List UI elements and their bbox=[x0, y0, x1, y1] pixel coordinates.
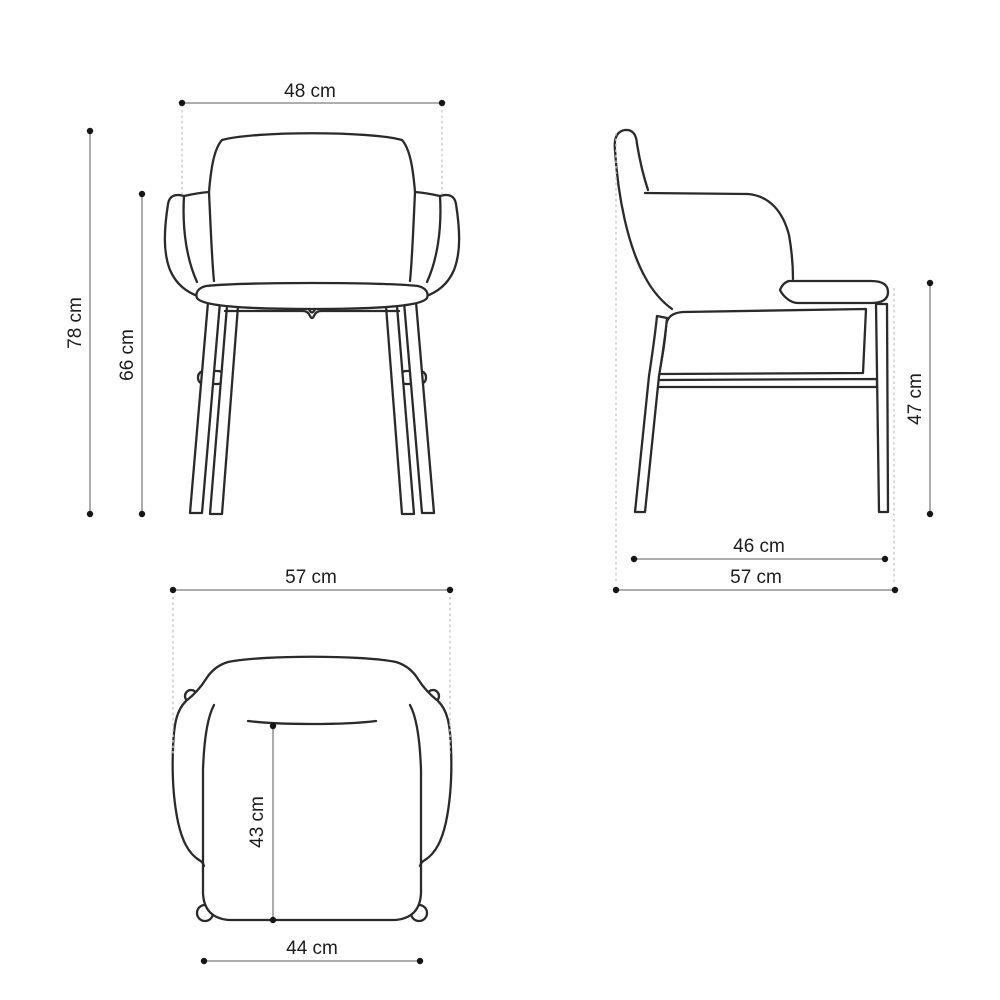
top-seat-width-label: 44 cm bbox=[286, 938, 338, 959]
side-rear-leg bbox=[635, 316, 667, 512]
front-backrest-right-edge bbox=[410, 192, 415, 281]
side-armrest bbox=[780, 281, 888, 303]
side-seatback-curve bbox=[645, 193, 793, 279]
front-view-drawing bbox=[165, 133, 459, 514]
front-overall-height-label: 78 cm bbox=[65, 297, 86, 349]
top-view-drawing bbox=[173, 657, 452, 921]
front-left-armrest bbox=[165, 195, 200, 297]
side-seat-height-label: 47 cm bbox=[905, 373, 926, 425]
front-back-height-label: 66 cm bbox=[117, 329, 138, 381]
front-right-shoulder-line bbox=[415, 192, 440, 196]
front-left-shoulder-line bbox=[184, 192, 209, 196]
side-view-drawing bbox=[615, 130, 888, 512]
side-stretcher-bar bbox=[655, 379, 877, 387]
side-depth-label: 57 cm bbox=[730, 567, 782, 588]
top-seat-depth-label: 43 cm bbox=[247, 796, 268, 848]
front-right-armrest bbox=[424, 195, 459, 297]
front-width-label: 48 cm bbox=[284, 81, 336, 102]
front-seat-cushion bbox=[196, 283, 427, 309]
side-seat-frame bbox=[659, 309, 866, 374]
side-backrest-outline bbox=[615, 130, 672, 309]
side-backrest-inner-edge bbox=[637, 144, 648, 190]
top-width-label: 57 cm bbox=[285, 567, 337, 588]
top-seat-silhouette bbox=[203, 700, 421, 920]
side-leg-span-label: 46 cm bbox=[733, 536, 785, 557]
front-backrest-left-edge bbox=[209, 192, 214, 281]
side-front-leg bbox=[876, 304, 888, 512]
front-backrest-outline bbox=[209, 133, 415, 192]
